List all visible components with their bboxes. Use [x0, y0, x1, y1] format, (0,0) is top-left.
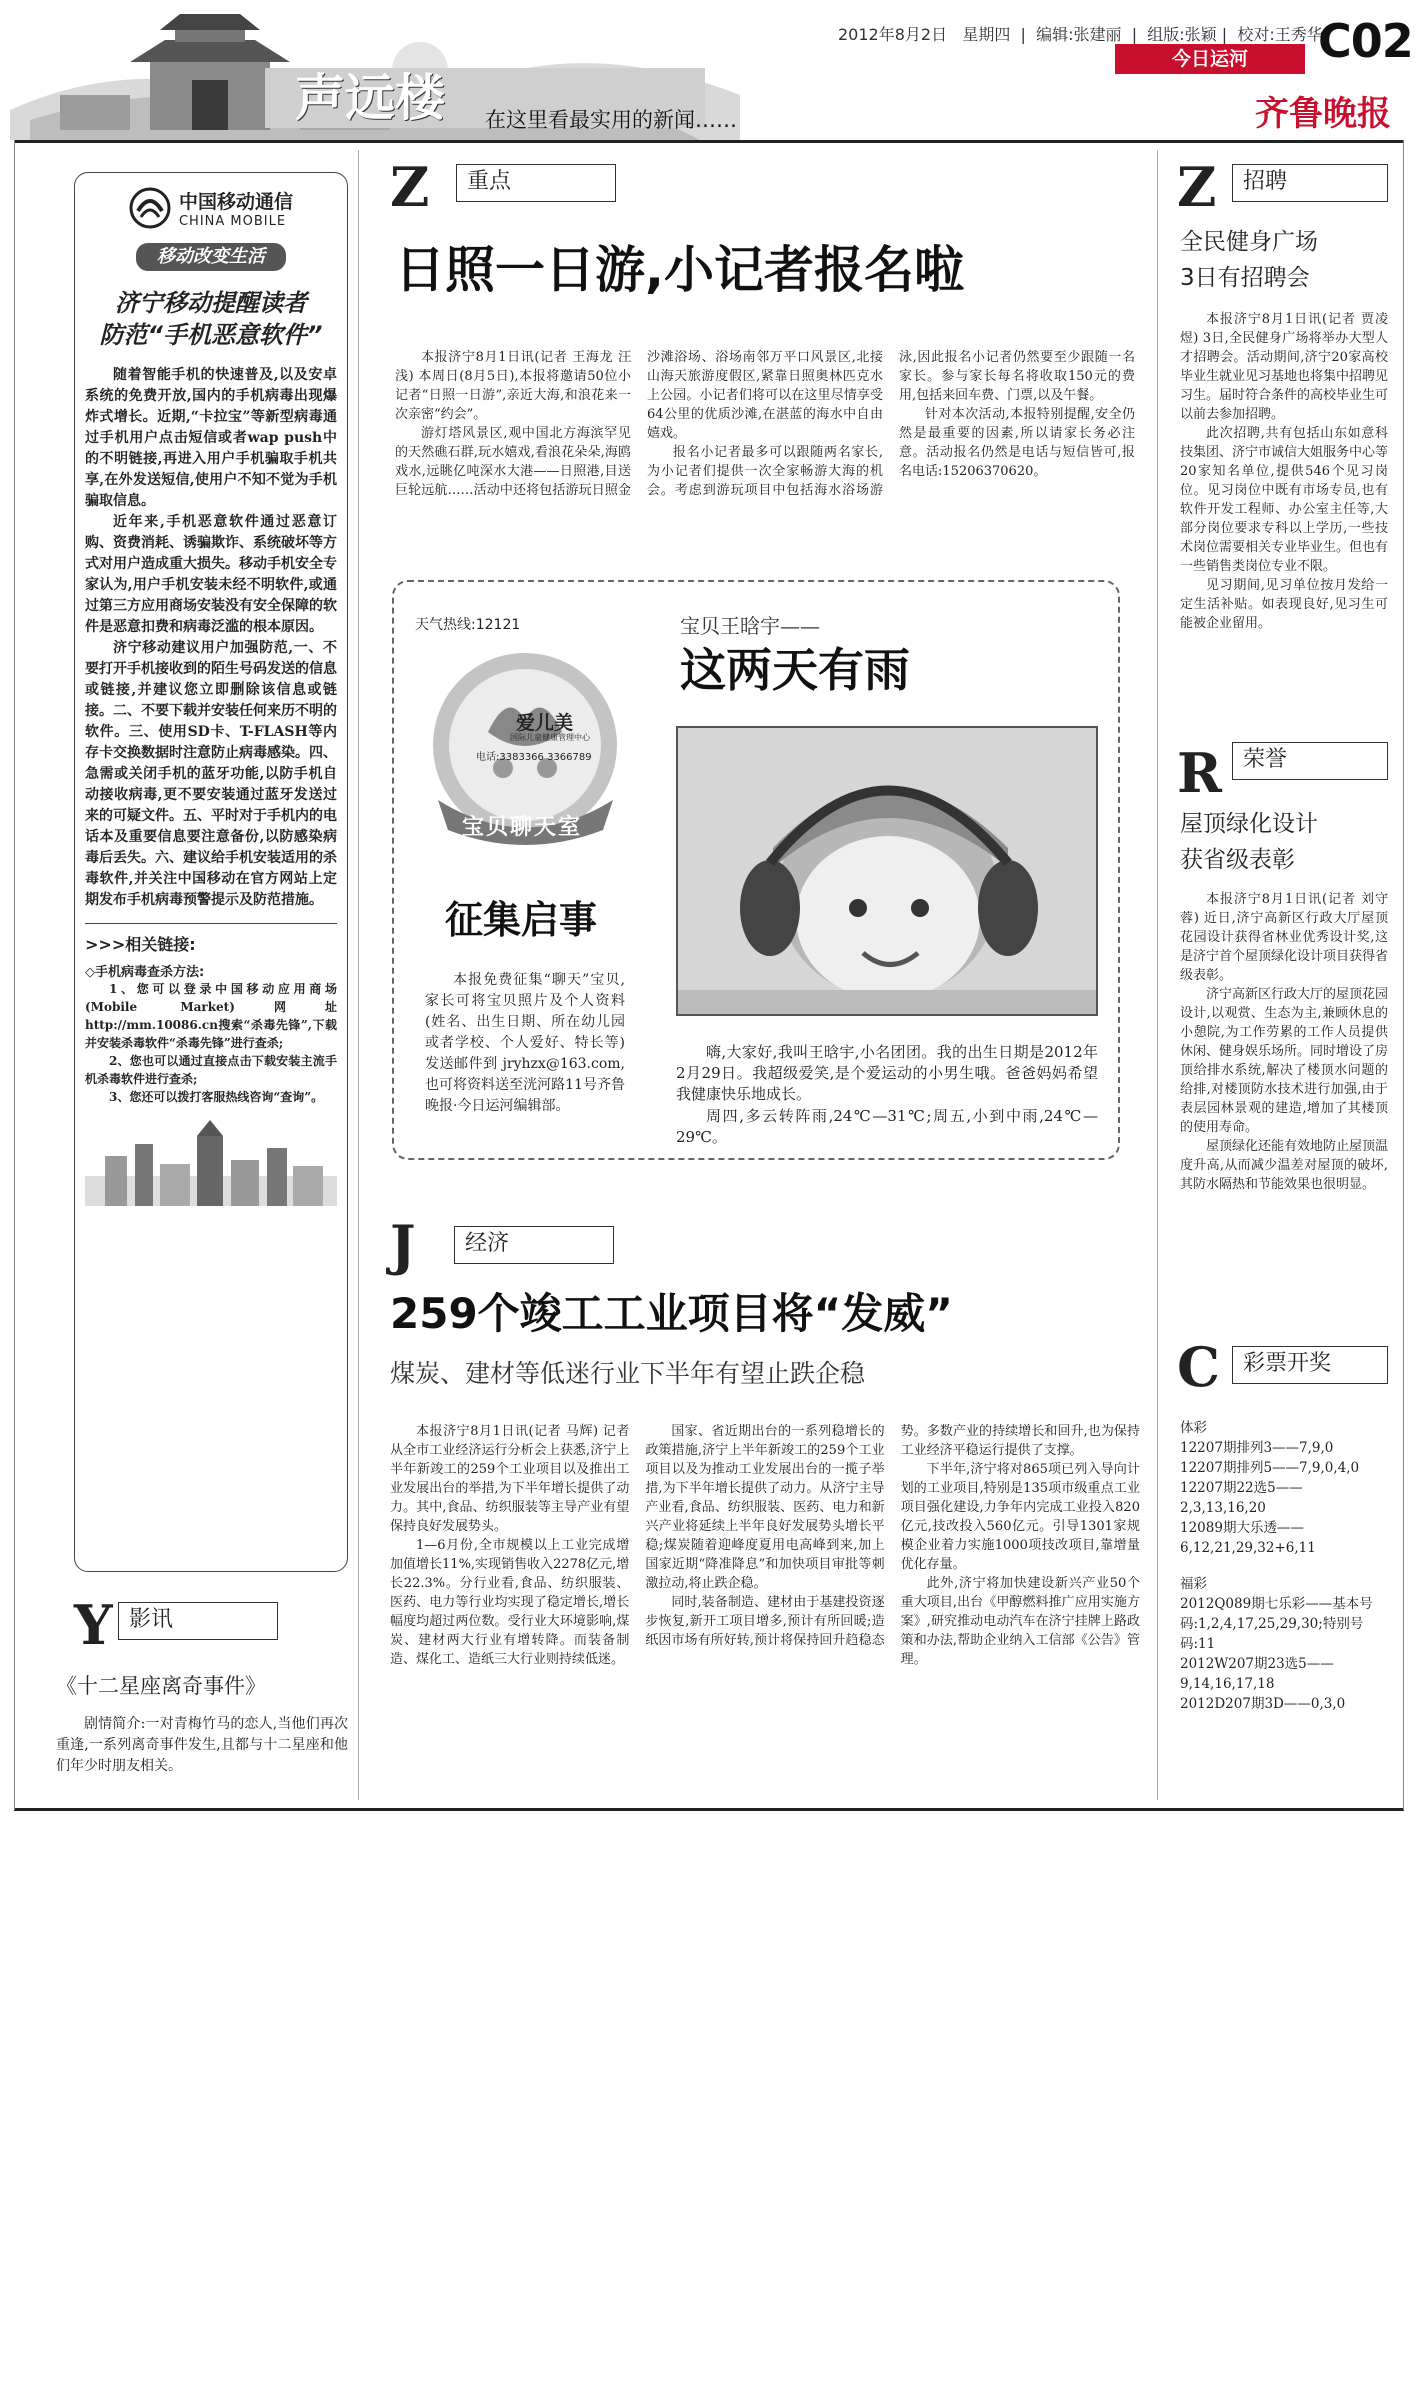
story2-paragraph: 国家、省近期出台的一系列稳增长的政策措施,济宁上半年新竣工的259个工业项目以及为推动工业发展出台的一揽子举措,为下半年增长提供了动力。从济宁主导产业看,食品、纺织服装、医药、电力和新兴产业将延续上半年良好发展势头增长平稳;煤炭随着迎峰度夏用电高峰到来,加上国家近期“降准降息”和加快项目审批等刺激拉动,将止跌企稳。	[645, 1424, 885, 1591]
frame-left	[14, 140, 15, 1810]
bottom-rule	[14, 1808, 1404, 1811]
lottery-item: 2012D207期3D——0,3,0	[1180, 1696, 1346, 1712]
baby-kicker: 宝贝王晗宇——	[680, 614, 820, 638]
honor-headline-line2: 获省级表彰	[1180, 847, 1295, 873]
brand-slogan: 在这里看最实用的新闻……	[485, 108, 737, 132]
method-item: 1、您可以登录中国移动应用商场(Mobile Market)网址 http://mm.10086.cn搜索“杀毒先锋”,下载并安装杀毒软件“杀毒先锋”进行查杀;	[85, 982, 337, 1050]
method-item: 3、您还可以拨打客服热线咨询“查询”。	[109, 1090, 324, 1104]
section-tag-label: 今日运河	[1171, 48, 1248, 70]
story1-headline: 日照一日游,小记者报名啦	[395, 241, 964, 299]
ad-divider	[85, 923, 337, 924]
ad-title-line1: 济宁移动提醒读者	[115, 289, 307, 317]
story2-subhead: 煤炭、建材等低迷行业下半年有望止跌企稳	[390, 1359, 866, 1388]
honor-body	[1180, 890, 1388, 1194]
jobs-paragraph: 本报济宁8月1日讯(记者 贾凌煜) 3日,全民健身广场将举办大型人才招聘会。活动期间,济宁20家高校毕业生就业见习基地也将集中招聘见习生。届时符合条件的高校毕业生可以前去参加招聘。	[1180, 312, 1389, 422]
china-mobile-ad	[74, 172, 348, 1572]
lottery-item: 2012Q089期七乐彩——基本号码:1,2,4,17,25,29,30;特别号码:11	[1180, 1596, 1373, 1652]
movie-body: 剧情简介:一对青梅竹马的恋人,当他们再次重逢,一系列离奇事件发生,且都与十二星座和他们年少时朋友相关。	[56, 1716, 348, 1774]
divider-left	[358, 150, 359, 1800]
jobs-paragraph: 此次招聘,共有包括山东如意科技集团、济宁市诚信大姐服务中心等20家知名单位,提供546个见习岗位。见习岗位中既有市场专员,也有软件开发工程师、办公室主任等,大部分岗位要求专科以上学历,一些技术岗位需要相关专业毕业生。但也有一些销售类岗位专业不限。	[1180, 426, 1389, 574]
lottery-body	[1180, 1418, 1388, 1714]
lottery-section-box: 彩票开奖	[1232, 1346, 1388, 1384]
editor: 编辑:张建丽	[1036, 25, 1122, 44]
frame-right	[1403, 140, 1404, 1810]
logo-en: CHINA MOBILE	[178, 214, 287, 229]
ad-body	[85, 365, 337, 911]
ad-slogan: 移动改变生活	[136, 243, 286, 271]
story1-section-box: 重点	[456, 164, 616, 202]
city-skyline-illustration	[85, 1116, 337, 1206]
jobs-section-box: 招聘	[1232, 164, 1388, 202]
story2-paragraph: 同时,装备制造、建材由于基建投资逐步恢复,新开工项目增多,预计有所回暖;造纸因市场有所好转,预计将保持回升趋稳态势。多数产业的持续增长和回升,也为保持工业经济平稳运行提供了支撑。	[645, 1424, 1140, 1648]
story1-paragraph: 针对本次活动,本报特别提醒,安全仍然是最重要的因素,所以请家长务必注意。活动报名仍然是电话与短信皆可,报名电话:15206370620。	[899, 407, 1135, 479]
ad-title	[85, 287, 337, 351]
china-mobile-icon	[129, 187, 171, 229]
ad-paragraph: 随着智能手机的快速普及,以及安卓系统的免费开放,国内的手机病毒出现爆炸式增长。近期,“卡拉宝”等新型病毒通过手机用户点击短信或者wap push中的不明链接,再进入用户手机骗取手机共享,在外发送短信,使用户不知不觉为手机骗取信息。	[85, 367, 337, 509]
lottery-item: 12207期排列3——7,9,0	[1180, 1440, 1334, 1456]
section-tag	[1115, 44, 1305, 74]
method-title: ◇手机病毒查杀方法:	[85, 965, 205, 980]
honor-section-box: 荣誉	[1232, 742, 1388, 780]
lottery-item: 2012W207期23选5——9,14,16,17,18	[1180, 1656, 1334, 1692]
china-mobile-logo	[85, 187, 337, 229]
jobs-headline-line2: 3日有招聘会	[1180, 265, 1310, 291]
story2-paragraph: 此外,济宁将加快建设新兴产业50个重大项目,出台《甲醇燃料推广应用实施方案》,研究推动电动汽车在济宁挂牌上路政策和办法,帮助企业纳入工信部《公告》管理。	[900, 1576, 1140, 1667]
notice-body: 本报免费征集“聊天”宝贝,家长可将宝贝照片及个人资料(姓名、出生日期、所在幼儿园或者学校、个人爱好、特长等)发送邮件到 jryhzx@163.com,也可将资料送至洸河路11号齐鲁晚报·今日运河编辑部。	[425, 972, 625, 1114]
lottery-item: 12207期22选5——2,3,13,16,20	[1180, 1480, 1303, 1516]
logo-cn: 中国移动通信	[178, 191, 293, 213]
lottery-item: 12089期大乐透——6,12,21,29,32+6,11	[1180, 1520, 1316, 1556]
baby-intro: 嗨,大家好,我叫王晗宇,小名团团。我的出生日期是2012年2月29日。我超级爱笑,是个爱运动的小男生哦。爸爸妈妈希望我健康快乐地成长。	[676, 1043, 1098, 1103]
layout-credit: 组版:张颖	[1147, 25, 1217, 44]
story2-paragraph: 下半年,济宁将对865项已列入导向计划的工业项目,特别是135项市级重点工业项目强化建设,力争年内完成工业投入820亿元,技改投入560亿元。引导1301家规模企业着力实施1000项技改项目,靠增量优化存量。	[900, 1462, 1140, 1572]
honor-paragraph: 屋顶绿化还能有效地防止屋顶温度升高,从而减少温差对屋顶的破坏,其防水隔热和节能效果也很明显。	[1180, 1139, 1389, 1192]
aierme-phone: 电话:3383366 3366789	[476, 752, 592, 763]
story2-body	[390, 1422, 1140, 1792]
paper-name: 齐鲁晚报	[1255, 94, 1391, 134]
baby-photo	[676, 726, 1098, 1016]
story1-paragraph: 游灯塔风景区,观中国北方海滨罕见的天然礁石群,玩水嬉戏,看浪花朵朵,海鸥戏水,远眺亿吨深水大港——日照港,目送巨轮远航……活动中还将包括游玩日照金沙滩浴场、浴场南邻万平口风景区,北接山海天旅游度假区,紧靠日照奥林匹克水上公园。小记者们将可以在这里尽情享受64公里的优质沙滩,在湛蓝的海水中自由嬉戏。	[395, 350, 883, 498]
honor-letter: R	[1177, 741, 1222, 805]
story2-section-box: 经济	[454, 1226, 614, 1264]
aierme-sub: 国际儿童健康管理中心	[510, 733, 590, 742]
jobs-paragraph: 见习期间,见习单位按月发给一定生活补贴。如表现良好,见习生可能被企业留用。	[1180, 578, 1388, 631]
story1-body	[395, 348, 1135, 558]
story2-paragraph: 1—6月份,全市规模以上工业完成增加值增长11%,实现销售收入2278亿元,增长22.3%。分行业看,食品、纺织服装、医药、电力等行业均实现了稳定增长,增长幅度均超过两位数。受行业大环境影响,煤炭、建材两大行业有增转降。而装备制造、煤化工、造纸三大行业则持续低迷。	[390, 1538, 630, 1667]
method-item: 2、您也可以通过直接点击下载安装主流手机杀毒软件进行查杀;	[85, 1054, 337, 1086]
lottery-group2-title: 福彩	[1180, 1576, 1207, 1592]
story1-letter: Z	[390, 155, 430, 219]
story1-paragraph: 本报济宁8月1日讯(记者 王海龙 汪浅) 本周日(8月5日),本报将邀请50位小记者“日照一日游”,亲近大海,和浪花来一次亲密“约会”。	[395, 350, 631, 422]
link-header: >>>相关链接:	[85, 935, 196, 954]
weekday: 星期四	[962, 25, 1011, 44]
dateline: 2012年8月2日 星期四 | 编辑:张建丽 | 组版:张颖 | 校对:王秀华	[838, 25, 1323, 44]
divider-right	[1157, 150, 1158, 1800]
story2-letter: J	[390, 1213, 416, 1277]
top-rule	[14, 140, 1404, 143]
lottery-group1-title: 体彩	[1180, 1420, 1207, 1436]
notice-title: 征集启事	[445, 898, 598, 942]
story2-paragraph: 本报济宁8月1日讯(记者 马辉) 记者从全市工业经济运行分析会上获悉,济宁上半年新竣工的259个工业项目以及推出工业发展出台的举措,为下半年增长提供了动力。其中,食品、纺织服装等主导产业有望保持良好发展势头。	[390, 1424, 630, 1534]
baby-forecast: 周四,多云转阵雨,24℃—31℃;周五,小到中雨,24℃—29℃。	[676, 1107, 1098, 1146]
brand-title: 声远楼	[295, 69, 445, 127]
honor-headline-line1: 屋顶绿化设计	[1180, 811, 1318, 837]
ad-title-line2: 防范“手机恶意软件”	[99, 321, 323, 349]
jobs-headline-line1: 全民健身广场	[1180, 229, 1318, 255]
jobs-letter: Z	[1177, 155, 1217, 219]
masthead	[0, 0, 1417, 150]
honor-paragraph: 济宁高新区行政大厅的屋顶花园设计,以观赏、生态为主,兼顾休息的小憩院,为工作劳累的工作人员提供休闲、健身娱乐场所。同时增设了房顶给排水系统,解决了楼顶水问题的给排,对楼顶防水技术进行加强,由于表层园林景观的建造,增加了其楼顶的使用寿命。	[1180, 987, 1389, 1135]
page-number: C02	[1318, 14, 1413, 68]
aierme-logo-badge	[418, 650, 633, 850]
baby-chat-banner: 宝贝聊天室	[462, 815, 583, 840]
honor-headline	[1180, 806, 1318, 878]
story1-paragraph: 报名小记者最多可以跟随两名家长,为小记者们提供一次全家畅游大海的机会。考虑到游玩项目中包括海水浴场游泳,因此报名小记者仍然要至少跟随一名家长。参与家长每名将收取150元的费用,包括来回车费、门票,以及午餐。	[647, 350, 1135, 498]
baby-headline: 这两天有雨	[680, 643, 910, 697]
story2-headline: 259个竣工工业项目将“发威”	[390, 1289, 953, 1338]
date: 2012年8月2日	[838, 25, 948, 44]
movie-title: 《十二星座离奇事件》	[56, 1674, 266, 1698]
ad-paragraph: 近年来,手机恶意软件通过恶意订购、资费消耗、诱骗欺诈、系统破坏等方式对用户造成重大损失。移动手机安全专家认为,用户手机安装未经不明软件,或通过第三方应用商场安装没有安全保障的软件是恶意扣费和病毒泛滥的根本原因。	[85, 514, 337, 635]
jobs-body	[1180, 310, 1388, 633]
movie-letter: Y	[74, 1593, 113, 1657]
weather-hotline: 天气热线:12121	[415, 617, 521, 633]
ad-paragraph: 济宁移动建议用户加强防范,一、不要打开手机接收到的陌生号码发送的信息或链接,并建议您立即删除该信息或链接。二、不要下载并安装任何来历不明的软件。三、使用SD卡、T-FLASH等内存卡交换数据时注意防止病毒感染。四、急需或关闭手机的蓝牙功能,以防手机自动接收病毒,更不要安装通过蓝牙发送过来的可疑文件。五、平时对于手机内的电话本及重要信息要注意备份,以防感染病毒后丢失。六、建议给手机安装适用的杀毒软件,并关注中国移动在官方网站上定期发布手机病毒预警提示及防范措施。	[85, 640, 337, 908]
baby-with-headphones-photo	[678, 728, 1098, 1016]
movie-section-box: 影讯	[118, 1602, 278, 1640]
lottery-item: 12207期排列5——7,9,0,4,0	[1180, 1460, 1360, 1476]
jobs-headline	[1180, 224, 1318, 296]
lottery-letter: C	[1177, 1335, 1220, 1399]
aierme-name: 爱儿美	[516, 712, 574, 734]
honor-paragraph: 本报济宁8月1日讯(记者 刘守蓉) 近日,济宁高新区行政大厅屋顶花园设计获得省林业优秀设计奖,这是济宁首个屋顶绿化设计项目获得省级表彰。	[1180, 892, 1389, 983]
proof-credit: 校对:王秀华	[1237, 25, 1323, 44]
